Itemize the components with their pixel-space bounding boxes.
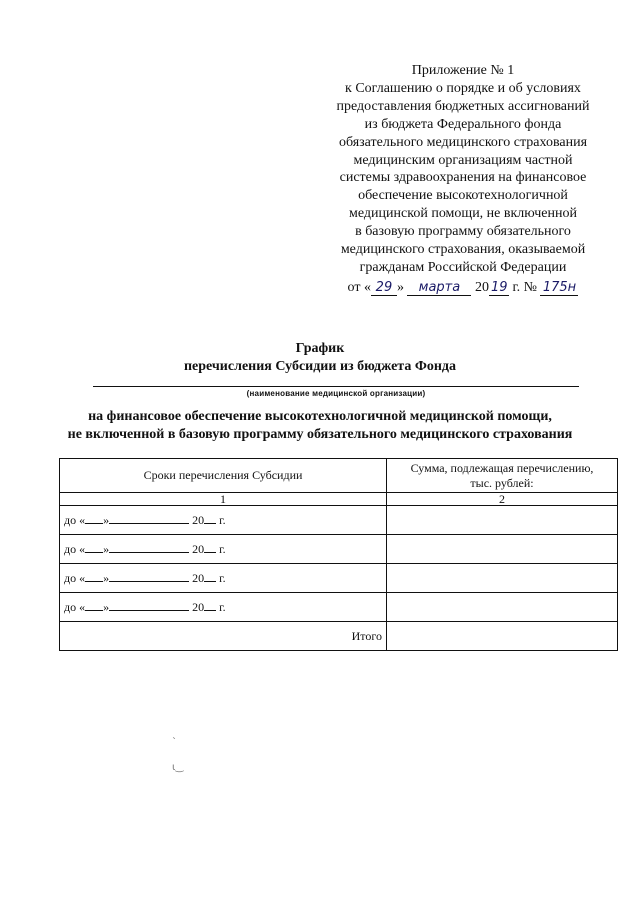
table-row	[60, 535, 618, 564]
handwritten-month: марта	[407, 281, 471, 296]
appendix-line: в базовую программу обязательного	[355, 224, 571, 240]
organization-name-caption: (наименование медицинской организации)	[246, 389, 426, 398]
appendix-line: медицинской помощи, не включенной	[349, 206, 577, 222]
appendix-line: предоставления бюджетных ассигнований	[336, 98, 590, 114]
day-blank	[85, 599, 103, 611]
handwritten-order-number: 175н	[540, 281, 578, 296]
column-number-1: 1	[60, 493, 387, 506]
term-year-suffix: г.	[216, 571, 226, 585]
scan-speck: ι‿	[172, 762, 184, 773]
total-amount-cell	[387, 622, 618, 651]
term-prefix: до «	[64, 542, 86, 556]
year-word: г. №	[508, 279, 541, 295]
term-cell	[60, 564, 387, 593]
term-year-suffix: г.	[216, 600, 226, 614]
appendix-line: обеспечение высокотехнологичной	[358, 188, 568, 204]
day-blank	[85, 512, 103, 524]
term-cell	[60, 593, 387, 622]
handwritten-year: 19	[490, 279, 508, 295]
transfer-schedule-table	[59, 458, 618, 651]
column-number-row	[60, 493, 618, 506]
amount-cell	[387, 593, 618, 622]
total-label: Итого	[60, 622, 387, 651]
table-header-row	[60, 459, 618, 493]
amount-cell	[387, 506, 618, 535]
appendix-line: медицинским организациям частной	[353, 152, 573, 168]
appendix-line: системы здравоохранения на финансовое	[339, 170, 587, 186]
header-amount-line-1: Сумма, подлежащая перечислению,	[410, 460, 594, 475]
handwritten-day: 29	[371, 281, 397, 296]
appendix-line: из бюджета Федерального фонда	[364, 116, 562, 132]
month-blank	[109, 512, 189, 524]
term-cell	[60, 506, 387, 535]
appendix-line: медицинского страхования, оказываемой	[340, 242, 586, 258]
term-prefix: до «	[64, 600, 86, 614]
term-year-suffix: г.	[216, 513, 226, 527]
month-blank	[109, 599, 189, 611]
year-blank	[204, 541, 216, 553]
term-quote: »	[103, 600, 110, 614]
appendix-header	[318, 62, 608, 297]
table-row	[60, 564, 618, 593]
day-blank	[85, 541, 103, 553]
appendix-line: обязательного медицинского страхования	[338, 134, 588, 150]
term-year: 20	[192, 542, 205, 556]
order-date-line	[318, 279, 608, 297]
year-blank	[204, 512, 216, 524]
scan-speck: ˋ	[172, 737, 177, 748]
year-blank	[204, 599, 216, 611]
term-year-suffix: г.	[216, 542, 226, 556]
table-row	[60, 506, 618, 535]
purpose-line-1: на финансовое обеспечение высокотехнологичной медицинской помощи,	[88, 409, 552, 424]
term-cell	[60, 535, 387, 564]
purpose-line-2: не включенной в базовую программу обязательного медицинского страхования	[67, 427, 573, 442]
month-blank	[109, 570, 189, 582]
amount-cell	[387, 564, 618, 593]
header-terms: Сроки перечисления Субсидии	[60, 459, 387, 493]
year-blank	[204, 570, 216, 582]
document-subtitle: перечисления Субсидии из бюджета Фонда	[183, 359, 457, 374]
column-number-2: 2	[387, 493, 618, 506]
term-prefix: до «	[64, 571, 86, 585]
date-prefix: от «	[347, 279, 371, 295]
day-blank	[85, 570, 103, 582]
organization-name-line	[93, 386, 579, 387]
header-amount	[387, 459, 618, 493]
purpose-heading	[0, 408, 640, 444]
term-year: 20	[192, 600, 205, 614]
date-quote: »	[396, 279, 404, 295]
term-quote: »	[103, 513, 110, 527]
month-blank	[109, 541, 189, 553]
term-year: 20	[192, 571, 205, 585]
document-title: График	[295, 341, 345, 356]
appendix-line: гражданам Российской Федерации	[359, 259, 567, 275]
total-row	[60, 622, 618, 651]
term-quote: »	[103, 571, 110, 585]
amount-cell	[387, 535, 618, 564]
table-row	[60, 593, 618, 622]
term-year: 20	[192, 513, 205, 527]
appendix-title: Приложение № 1	[411, 63, 515, 78]
appendix-line: к Соглашению о порядке и об условиях	[345, 80, 581, 96]
term-prefix: до «	[64, 513, 86, 527]
header-amount-line-2: тыс. рублей:	[470, 475, 534, 490]
term-quote: »	[103, 542, 110, 556]
year-prefix: 20	[474, 279, 489, 295]
